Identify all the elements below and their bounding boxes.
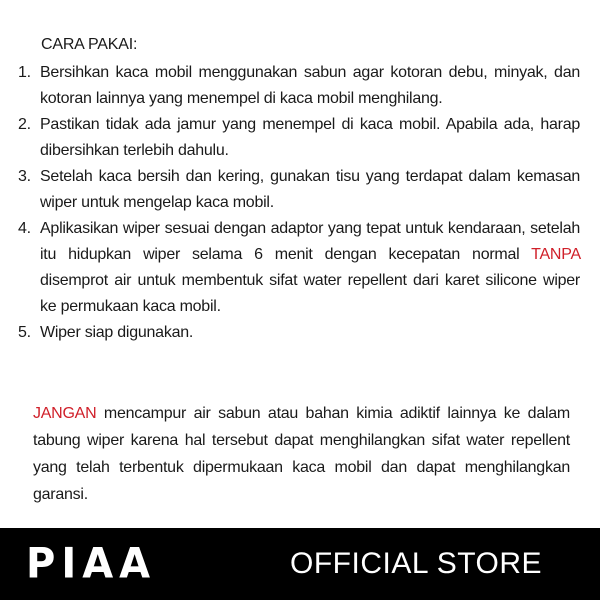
step-number: 2.: [18, 116, 31, 133]
step-4: [18, 216, 580, 320]
step-emphasis: TANPA: [531, 246, 580, 263]
warning-note: [33, 400, 570, 508]
step-text: Pastikan tidak ada jamur yang menempel di kaca mobil. Apabila ada, harap dibersihkan terlebih dahulu.: [40, 116, 580, 159]
step-text: Aplikasikan wiper sesuai dengan adaptor yang tepat untuk kendaraan, setelah itu hidupkan wiper selama 6 menit dengan kecepatan normal: [40, 220, 580, 263]
step-text: Bersihkan kaca mobil menggunakan sabun agar kotoran debu, minyak, dan kotoran lainnya yang menempel di kaca mobil menghilang.: [40, 64, 580, 107]
footer-bar: [0, 528, 600, 600]
instructions-heading: CARA PAKAI:: [41, 36, 138, 53]
step-number: 5.: [18, 324, 31, 341]
step-number: 4.: [18, 220, 31, 237]
step-3: [18, 164, 580, 216]
brand-logo: [26, 538, 156, 590]
instruction-steps: [18, 60, 580, 346]
brand-logo-text: PIAA: [26, 539, 157, 589]
step-number: 3.: [18, 168, 31, 185]
step-text: Setelah kaca bersih dan kering, gunakan tisu yang terdapat dalam kemasan wiper untuk mengelap kaca mobil.: [40, 168, 580, 211]
step-5: [18, 320, 580, 346]
store-label: OFFICIAL STORE: [290, 547, 543, 580]
step-text: disemprot air untuk membentuk sifat water repellent dari karet silicone wiper ke permukaan kaca mobil.: [40, 272, 580, 315]
step-1: [18, 60, 580, 112]
warning-text: mencampur air sabun atau bahan kimia adiktif lainnya ke dalam tabung wiper karena hal tersebut dapat menghilangkan sifat water repellent yang telah terbentuk dipermukaan kaca mobil dan dapat menghilangkan garansi.: [33, 405, 570, 503]
step-text: Wiper siap digunakan.: [40, 324, 194, 341]
step-2: [18, 112, 580, 164]
step-number: 1.: [18, 64, 31, 81]
warning-emphasis: JANGAN: [33, 405, 97, 422]
